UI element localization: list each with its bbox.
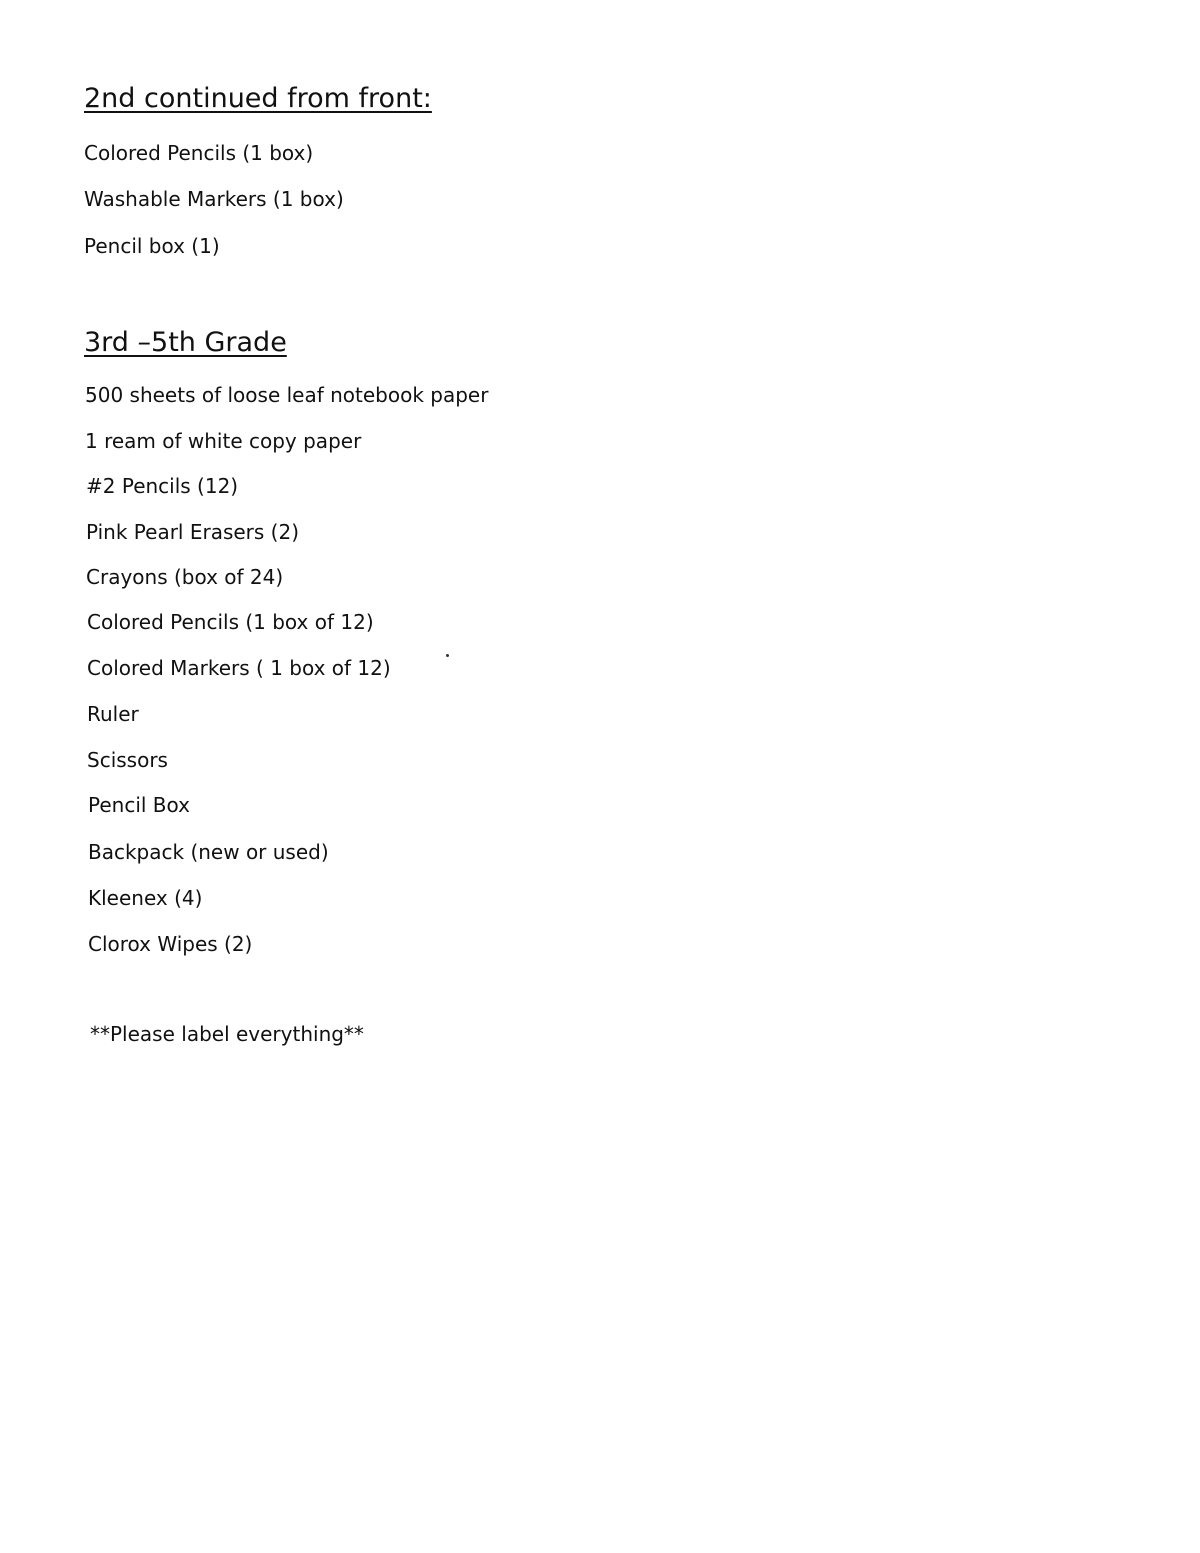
list-item: Backpack (new or used) (88, 840, 329, 864)
scan-speck (446, 654, 449, 657)
list-item: Ruler (87, 702, 139, 726)
list-item: Clorox Wipes (2) (88, 932, 253, 956)
list-item: Pencil box (1) (84, 234, 220, 258)
label-note: **Please label everything** (90, 1022, 364, 1046)
list-item: Kleenex (4) (88, 886, 203, 910)
list-item: Washable Markers (1 box) (84, 187, 344, 211)
section-2nd-heading: 2nd continued from front: (84, 83, 432, 114)
list-item: 500 sheets of loose leaf notebook paper (85, 383, 489, 407)
list-item: #2 Pencils (12) (86, 474, 239, 498)
list-item: Colored Markers ( 1 box of 12) (87, 656, 391, 680)
list-item: Scissors (87, 748, 168, 772)
list-item: Colored Pencils (1 box) (84, 141, 314, 165)
section-3rd-heading: 3rd –5th Grade (84, 327, 287, 358)
list-item: Crayons (box of 24) (86, 565, 284, 589)
list-item: Pencil Box (88, 793, 190, 817)
list-item: 1 ream of white copy paper (85, 429, 362, 453)
list-item: Colored Pencils (1 box of 12) (87, 610, 374, 634)
list-item: Pink Pearl Erasers (2) (86, 520, 300, 544)
